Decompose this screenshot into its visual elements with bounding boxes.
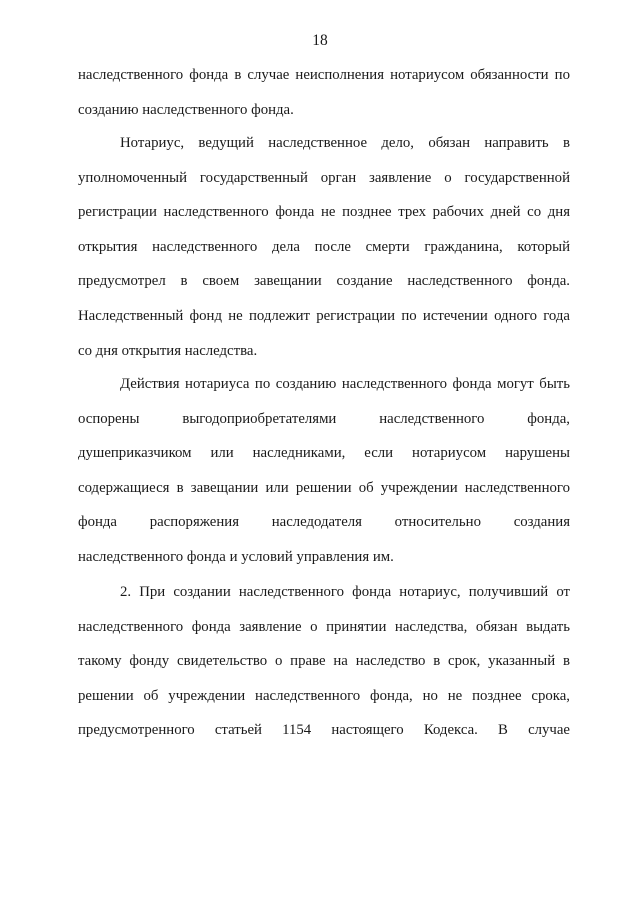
text-line: Наследственный фонд не подлежит регистрации по истечении одного года — [78, 307, 570, 324]
text-line: наследственного фонда и условий управления им. — [78, 548, 394, 565]
text-line: со дня открытия наследства. — [78, 342, 258, 359]
text-line: уполномоченный государственный орган заявление о государственной — [78, 169, 570, 186]
paragraph-notary-registration — [78, 126, 570, 368]
text-line: регистрации наследственного фонда не позднее трех рабочих дней со дня — [78, 204, 570, 221]
text-line: фонда распоряжения наследодателя относительно создания — [78, 514, 570, 531]
text-line: оспорены выгодоприобретателями наследственного фонда, — [78, 410, 570, 427]
text-line: наследственного фонда заявление о принятии наследства, обязан выдать — [78, 618, 570, 635]
text-line: душеприказчиком или наследниками, если нотариусом нарушены — [78, 445, 570, 462]
text-line: такому фонду свидетельство о праве на наследство в срок, указанный в — [78, 653, 570, 670]
text-line: 2. При создании наследственного фонда нотариус, получивший от — [120, 584, 570, 600]
text-line: созданию наследственного фонда. — [78, 101, 294, 118]
text-line: содержащиеся в завещании или решении об учреждении наследственного — [78, 479, 570, 496]
text-line: Нотариус, ведущий наследственное дело, обязан направить в — [120, 135, 570, 151]
text-line: решении об учреждении наследственного фонда, но не позднее срока, — [78, 687, 570, 704]
text-line: наследственного фонда в случае неисполнения нотариусом обязанности по — [78, 67, 570, 83]
text-line: предусмотрел в своем завещании создание наследственного фонда. — [78, 273, 570, 290]
paragraph-notary-actions — [78, 367, 570, 575]
text-line: Действия нотариуса по созданию наследственного фонда могут быть — [120, 376, 570, 392]
paragraph-continuation — [78, 58, 570, 127]
paragraph-item-2 — [78, 575, 570, 748]
text-line: предусмотренного статьей 1154 настоящего Кодекса. В случае — [78, 722, 570, 739]
text-line: открытия наследственного дела после смерти гражданина, который — [78, 238, 570, 255]
page-number: 18 — [312, 32, 328, 49]
